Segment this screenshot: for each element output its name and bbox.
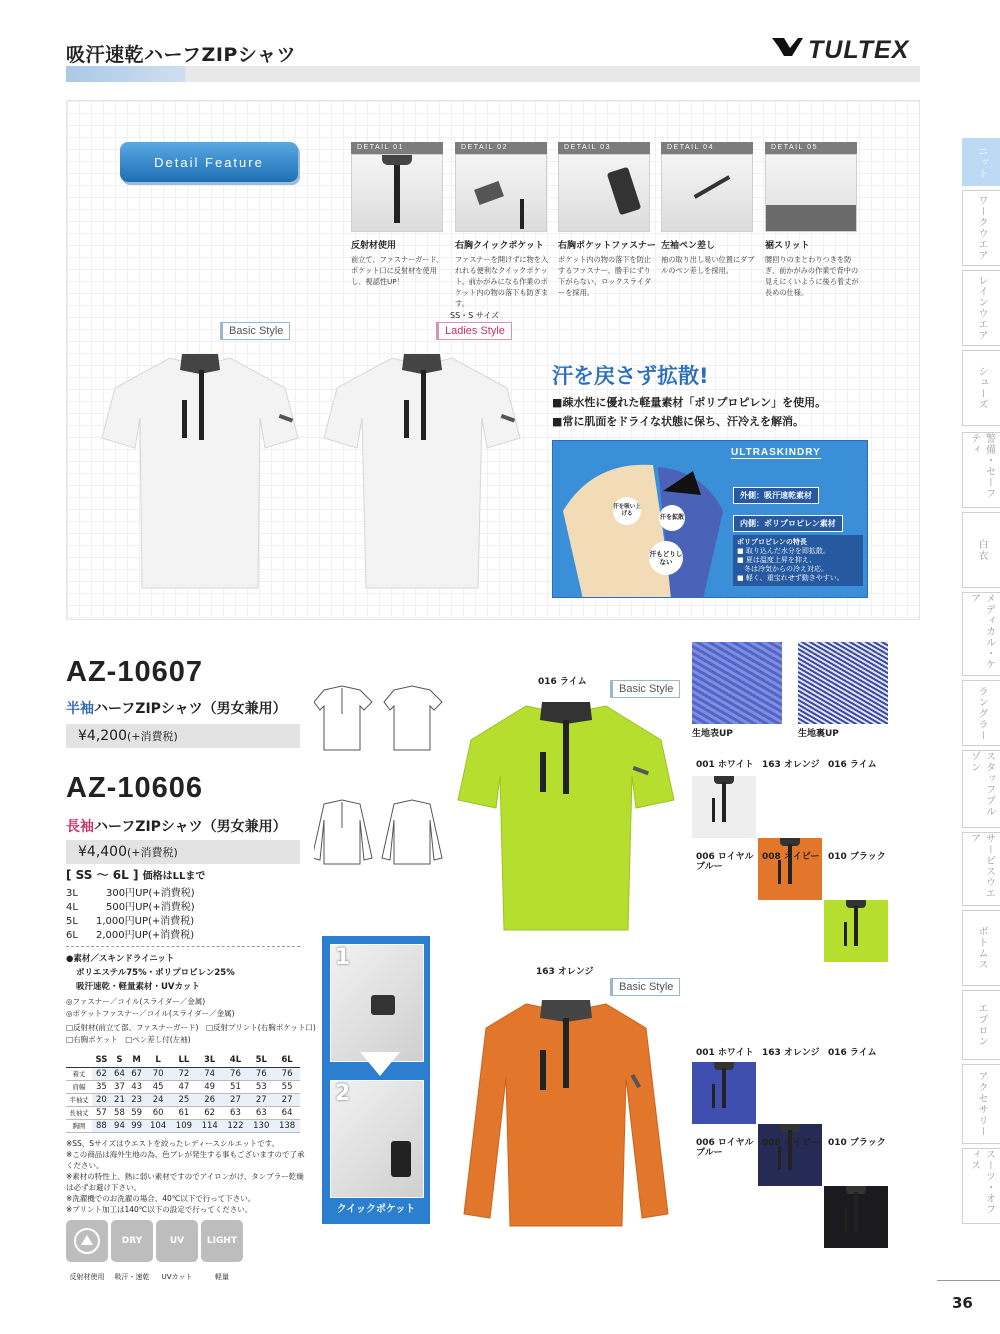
material-line: ポリエステル75%・ポリプロピレン25% [76, 968, 235, 978]
size-header: 4L [223, 1054, 249, 1067]
size-cell: 25 [171, 1093, 197, 1106]
size-cell: 62 [92, 1067, 111, 1080]
product-name-highlight: 長袖 [66, 819, 94, 835]
size-range [66, 866, 205, 883]
size-header: 6L [274, 1054, 300, 1067]
note-line: ※SS、Sサイズはウエストを絞ったレディースシルエットです。 [66, 1139, 280, 1148]
size-cell: 27 [274, 1093, 300, 1106]
color-swatch [692, 1062, 756, 1124]
size-cell: 58 [111, 1106, 128, 1119]
upcharge-size: 4L [66, 902, 78, 913]
pp-feature: ■ 取り込んだ水分を即拡散。 [737, 547, 830, 555]
side-tab-8[interactable]: ラングラー [962, 680, 1000, 746]
size-table-row [66, 1119, 300, 1132]
size-row-label: 半袖丈 [66, 1093, 92, 1106]
size-cell: 64 [274, 1106, 300, 1119]
detail-title: 反射材使用 [351, 241, 397, 251]
brand-name: TULTEX [808, 36, 910, 64]
size-row-label: 肩幅 [66, 1080, 92, 1093]
side-tab-1[interactable]: ニット [962, 138, 1000, 186]
material-line: ●素材／スキンドライニット [66, 954, 175, 964]
side-tab-13[interactable]: アクセサリー [962, 1064, 1000, 1144]
side-tab-12[interactable]: エプロン [962, 990, 1000, 1060]
size-cell: 114 [197, 1119, 223, 1132]
material-line: 吸汗速乾・軽量素材・UVカット [76, 982, 200, 992]
size-row-label: 胸囲 [66, 1119, 92, 1132]
size-table-row [66, 1080, 300, 1093]
detail-desc: 前立て、ファスナーガード、ポケット口に反射材を使用し、視認性UP！ [351, 255, 444, 286]
size-cell: 122 [223, 1119, 249, 1132]
detail-04 [661, 142, 753, 276]
size-cell: 76 [248, 1067, 274, 1080]
product-name [66, 816, 287, 836]
price-bar [66, 724, 300, 748]
size-cell: 20 [92, 1093, 111, 1106]
color-swatch [758, 1124, 822, 1186]
tax-note: (+消費税) [127, 846, 178, 859]
detail-feature-badge: Detail Feature [120, 142, 298, 182]
brand-logo [770, 36, 909, 65]
detail-title: 裾スリット [765, 241, 810, 251]
size-cell: 21 [111, 1093, 128, 1106]
size-table-row [66, 1106, 300, 1119]
outer-fabric-label: 外側：吸汗速乾素材 [733, 487, 819, 504]
size-cell: 94 [111, 1119, 128, 1132]
pp-feature: ■ 軽く、重宝れせず動きやすい。 [737, 574, 844, 582]
size-cell: 55 [274, 1080, 300, 1093]
detail-title: 右胸ポケットファスナー [558, 241, 656, 251]
size-row-label: 長袖丈 [66, 1106, 92, 1119]
size-cell: 76 [223, 1067, 249, 1080]
detail-desc: 腰回りのまとわりつきを防ぎ、前かがみの作業で背中の見えにくいように後ろ着丈が長めの仕様。 [765, 255, 859, 297]
inner-fabric-label: 内側：ポリプロピレン素材 [733, 515, 843, 532]
size-cell: 74 [197, 1067, 223, 1080]
ultraskindry-diagram [552, 440, 868, 598]
pp-feature: ■ 夏は温度上昇を抑え、 [737, 556, 817, 564]
sweat-line: ■常に肌面をドライな状態に保ち、汗冷えを解消。 [552, 415, 805, 428]
feature-icons [66, 1220, 246, 1283]
basic-style-shirt-image [100, 348, 300, 598]
detail-02 [455, 142, 547, 309]
ladies-style-shirt-image [322, 348, 522, 598]
pp-feature: 冬は冷気からの冷え対応。 [737, 565, 828, 573]
tultex-logo-icon [770, 36, 804, 65]
tax-note: (+消費税) [127, 730, 178, 743]
step-number: 2 [335, 1081, 351, 1106]
size-cell: 62 [197, 1106, 223, 1119]
color-swatch [824, 900, 888, 962]
ultra-logo: ULTRASKINDRY [731, 447, 821, 458]
color-swatch-label: 001 ホワイト [696, 760, 754, 770]
side-tab-7[interactable]: メディカル・ケア [962, 592, 1000, 676]
size-table-row [66, 1093, 300, 1106]
detail-photo [351, 154, 443, 232]
size-header: SS [92, 1054, 111, 1067]
sweat-line: ■疎水性に優れた軽量素材「ポリプロピレン」を使用。 [552, 396, 827, 409]
icon-label: 軽量 [215, 1273, 229, 1281]
divider [66, 946, 300, 947]
size-cell: 26 [197, 1093, 223, 1106]
detail-title: 右胸クイックポケット [455, 241, 544, 251]
quick-pocket-photo-1 [330, 944, 424, 1062]
size-cell: 57 [92, 1106, 111, 1119]
size-cell: 76 [274, 1067, 300, 1080]
color-swatch-label: 001 ホワイト [696, 1048, 754, 1058]
size-cell: 99 [128, 1119, 145, 1132]
size-cell: 27 [223, 1093, 249, 1106]
size-header: 3L [197, 1054, 223, 1067]
upcharge-row [66, 898, 195, 913]
price: ¥4,400 [78, 844, 127, 860]
size-cell: 24 [145, 1093, 171, 1106]
detail-03 [558, 142, 656, 298]
size-cell: 88 [92, 1119, 111, 1132]
side-tab-3[interactable]: レインウエア [962, 270, 1000, 346]
size-header: M [128, 1054, 145, 1067]
bubble-no-return: 汗もどりしない [649, 541, 683, 575]
color-swatch-label: 008 ネイビー [762, 852, 820, 862]
basic-style-tag: Basic Style [220, 322, 290, 340]
side-tab-4[interactable]: シューズ [962, 350, 1000, 426]
basic-style-tag: Basic Style [610, 978, 680, 996]
size-header: S [111, 1054, 128, 1067]
fabric-front-image [692, 642, 782, 724]
color-swatch-label: 006 ロイヤル ブルー [696, 852, 754, 872]
color-swatch [692, 776, 756, 838]
detail-photo [558, 154, 650, 232]
detail-head: DETAIL 01 [351, 142, 443, 154]
upcharge-row [66, 912, 194, 927]
step-number: 1 [335, 945, 351, 970]
header-bar [66, 66, 920, 82]
size-cell: 104 [145, 1119, 171, 1132]
product-name [66, 698, 287, 718]
note-line: ※洗濯機でのお洗濯の場合、40℃以下で行って下さい。 [66, 1194, 256, 1203]
upcharge-price: 500円UP(+消費税) [106, 902, 195, 913]
color-swatch [758, 838, 822, 900]
size-header: 5L [248, 1054, 274, 1067]
size-cell: 64 [111, 1067, 128, 1080]
main-color-label: 163 オレンジ [536, 967, 594, 977]
short-sleeve-flat-sketch [314, 684, 448, 756]
uv-icon: UV [156, 1220, 198, 1262]
side-tab-10[interactable]: サービスウエア [962, 832, 1000, 906]
size-cell: 63 [223, 1106, 249, 1119]
color-swatch-label: 006 ロイヤル ブルー [696, 1138, 754, 1158]
sweat-title: 汗を戻さず拡散! [552, 364, 709, 388]
size-cell: 47 [171, 1080, 197, 1093]
detail-title: 左袖ペン差し [661, 241, 716, 251]
quick-pocket-photo-2 [330, 1080, 424, 1198]
main-color-label: 016 ライム [538, 677, 587, 687]
note-line: ※この商品は海外生地の為、色ブレが発生する事もございますので了承ください。 [66, 1150, 305, 1170]
size-cell: 63 [248, 1106, 274, 1119]
page-number: 36 [952, 1294, 973, 1312]
orange-long-sleeve-shirt-image [456, 994, 676, 1232]
note-line: ※素材の特性上、熱に弱い素材ですのでアイロンがけ、タンブラー乾燥は必ずお避け下さい。 [66, 1172, 304, 1192]
price-bar [66, 840, 300, 864]
size-range-note: 価格はLLまで [142, 871, 206, 882]
bubble-spread: 汗を拡散 [659, 505, 685, 531]
spec-line: ◎ポケットファスナー／コイル(スライダー／金属) [66, 1009, 235, 1018]
spec-line: □反射材(前立て部、ファスナーガード) □反射プリント(右胸ポケット口) [66, 1023, 316, 1032]
upcharge-size: 5L [66, 916, 78, 927]
detail-photo [455, 154, 547, 232]
size-cell: 43 [128, 1080, 145, 1093]
upcharge-price: 300円UP(+消費税) [106, 888, 195, 899]
bubble-absorb: 汗を吸い上げる [613, 497, 641, 525]
pp-feature-title: ポリプロピレンの特長 [737, 538, 807, 546]
size-cell: 35 [92, 1080, 111, 1093]
upcharge-row [66, 926, 194, 941]
upcharge-price: 1,000円UP(+消費税) [96, 916, 195, 927]
detail-desc: 袖の取り出し易い位置にダブルのペン差しを採用。 [661, 255, 755, 275]
detail-01 [351, 142, 443, 287]
model-number: AZ-10607 [66, 656, 203, 688]
detail-05 [765, 142, 857, 298]
size-range-value: [ SS ～ 6L ] [66, 868, 139, 882]
detail-desc: ポケット内の物の落下を防止するファスナー。勝手にずり下がらない、ロックスライダーを採用。 [558, 255, 652, 297]
size-cell: 72 [171, 1067, 197, 1080]
page-title: 吸汗速乾ハーフZIPシャツ [66, 44, 296, 66]
size-cell: 51 [223, 1080, 249, 1093]
size-cell: 45 [145, 1080, 171, 1093]
size-cell: 70 [145, 1067, 171, 1080]
size-header: LL [171, 1054, 197, 1067]
light-icon: LIGHT [201, 1220, 243, 1262]
quick-pocket-label: クイックポケット [336, 1204, 416, 1215]
icon-label: 反射材使用 [69, 1273, 105, 1281]
spec-line: ◎ファスナー／コイル(スライダー／金属) [66, 997, 206, 1006]
size-cell: 109 [171, 1119, 197, 1132]
size-cell: 23 [128, 1093, 145, 1106]
size-cell: 130 [248, 1119, 274, 1132]
size-row-label: 着丈 [66, 1067, 92, 1080]
side-tab-5[interactable]: 警備・セーフティ [962, 432, 1000, 508]
size-cell: 37 [111, 1080, 128, 1093]
color-swatch [824, 1186, 888, 1248]
size-cell: 60 [145, 1106, 171, 1119]
ladies-style-tag: Ladies Style [436, 322, 512, 340]
upcharge-size: 6L [66, 930, 78, 941]
side-tab-14[interactable]: スーツ・オフィス [962, 1148, 1000, 1224]
reflective-icon [66, 1220, 108, 1262]
fabric-back-image [798, 642, 888, 724]
size-table-header [66, 1054, 300, 1067]
side-tab-2[interactable]: ワークウエア [962, 190, 1000, 266]
detail-head: DETAIL 05 [765, 142, 857, 154]
size-header: L [145, 1054, 171, 1067]
product-name-rest: ハーフZIPシャツ（男女兼用） [94, 819, 287, 835]
side-tab-9[interactable]: スタッフブルゾン [962, 750, 1000, 828]
model-number: AZ-10606 [66, 772, 203, 804]
icon-label: 吸汗・速乾 [114, 1273, 150, 1281]
arrow-down-icon [360, 1052, 400, 1076]
upcharge-price: 2,000円UP(+消費税) [96, 930, 195, 941]
color-swatch-label: 016 ライム [828, 760, 877, 770]
color-swatch-label: 163 オレンジ [762, 1048, 820, 1058]
page-divider [937, 1280, 1000, 1281]
color-swatch-label: 163 オレンジ [762, 760, 820, 770]
size-cell: 49 [197, 1080, 223, 1093]
size-cell: 67 [128, 1067, 145, 1080]
color-swatch-label: 016 ライム [828, 1048, 877, 1058]
detail-head: DETAIL 02 [455, 142, 547, 154]
upcharge-size: 3L [66, 888, 78, 899]
fabric-back-label: 生地裏UP [798, 729, 839, 739]
lime-short-sleeve-shirt-image [456, 696, 676, 936]
fabric-front-label: 生地表UP [692, 729, 733, 739]
size-cell: 59 [128, 1106, 145, 1119]
ladies-size-note: SS・S サイズ [450, 311, 500, 320]
size-cell: 27 [248, 1093, 274, 1106]
basic-style-tag: Basic Style [610, 680, 680, 698]
color-swatch-label: 008 ネイビー [762, 1138, 820, 1148]
color-swatch-label: 010 ブラック [828, 1138, 886, 1148]
detail-desc: ファスナーを開けずに物を入れれる便利なクイックポケット。前かがみになる作業のポケット内の物の落下も防ぎます。 [455, 255, 549, 308]
dry-icon: DRY [111, 1220, 153, 1262]
pp-features [733, 535, 863, 586]
price: ¥4,200 [78, 728, 127, 744]
color-swatch-label: 010 ブラック [828, 852, 886, 862]
size-cell: 61 [171, 1106, 197, 1119]
detail-head: DETAIL 03 [558, 142, 650, 154]
note-line: ※プリント加工は140℃以下の設定で行ってください。 [66, 1205, 253, 1214]
side-tab-11[interactable]: ボトムス [962, 910, 1000, 986]
long-sleeve-flat-sketch [314, 798, 448, 870]
product-name-rest: ハーフZIPシャツ（男女兼用） [94, 701, 287, 717]
spec-line: □右胸ポケット □ペン差し付(左袖) [66, 1035, 191, 1044]
detail-head: DETAIL 04 [661, 142, 753, 154]
size-cell: 138 [274, 1119, 300, 1132]
product-name-highlight: 半袖 [66, 701, 94, 717]
notes [66, 1138, 306, 1215]
size-header [66, 1054, 92, 1067]
side-tab-6[interactable]: 白衣 [962, 512, 1000, 588]
size-cell: 53 [248, 1080, 274, 1093]
upcharge-row [66, 884, 195, 899]
detail-photo [765, 154, 857, 232]
detail-photo [661, 154, 753, 232]
size-table [66, 1054, 300, 1133]
icon-label: UVカット [161, 1273, 193, 1281]
size-table-row [66, 1067, 300, 1080]
